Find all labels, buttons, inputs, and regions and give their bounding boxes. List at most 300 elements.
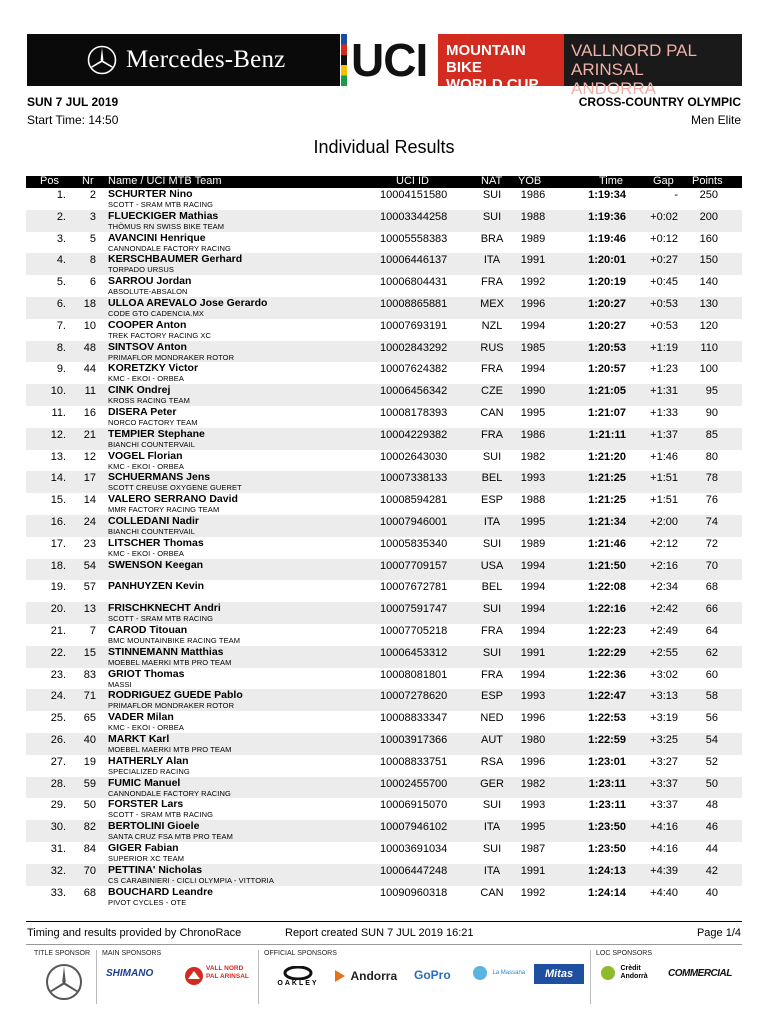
position-cell: 25. [50, 712, 66, 725]
results-table-body [26, 188, 742, 907]
result-row [26, 188, 742, 210]
position-cell: 10. [50, 385, 66, 398]
bib-number-cell: 83 [83, 668, 96, 681]
nationality-cell: GER [480, 777, 504, 790]
result-row [26, 711, 742, 733]
gap-cell: +1:23 [650, 363, 678, 376]
result-row [26, 624, 742, 646]
position-cell: 20. [50, 603, 66, 616]
rider-name-cell: BERTOLINI Gioele [108, 820, 200, 833]
col-header-name: Name / UCI MTB Team [108, 175, 222, 187]
year-of-birth-cell: 1992 [520, 886, 546, 899]
gap-cell: +2:42 [650, 603, 678, 616]
page-number: Page 1/4 [696, 927, 741, 939]
uci-id-cell: 10007278620 [380, 690, 448, 703]
points-cell: 40 [705, 886, 718, 899]
time-cell: 1:19:46 [588, 232, 626, 245]
gap-cell: +1:51 [650, 494, 678, 507]
official-sponsors-label: OFFICIAL SPONSORS [264, 950, 337, 957]
team-name-cell: THÖMUS RN SWISS BIKE TEAM [108, 221, 225, 231]
result-row [26, 842, 742, 864]
uci-id-cell: 10002455700 [380, 777, 448, 790]
position-cell: 12. [50, 428, 66, 441]
bib-number-cell: 15 [83, 646, 96, 659]
gap-cell: +2:55 [650, 646, 678, 659]
points-cell: 44 [705, 842, 718, 855]
uci-id-cell: 10006915070 [380, 799, 448, 812]
uci-id-cell: 10007705218 [380, 624, 448, 637]
col-header-points: Points [692, 175, 723, 187]
year-of-birth-cell: 1989 [520, 537, 546, 550]
team-name-cell: MOEBEL MAERKI MTB PRO TEAM [108, 744, 232, 754]
time-cell: 1:22:08 [588, 581, 626, 594]
position-cell: 31. [50, 842, 66, 855]
bib-number-cell: 5 [89, 232, 96, 245]
year-of-birth-cell: 1994 [520, 363, 546, 376]
rider-name-cell: SWENSON Keegan [108, 558, 204, 571]
uci-id-cell: 10007946001 [380, 515, 448, 528]
gap-cell: +1:33 [650, 406, 678, 419]
team-name-cell: NORCO FACTORY TEAM [108, 417, 198, 427]
position-cell: 15. [50, 494, 66, 507]
uci-id-cell: 10006447248 [380, 864, 448, 877]
andorra-logo [334, 967, 397, 985]
gap-cell: +2:12 [650, 537, 678, 550]
time-cell: 1:23:11 [588, 799, 626, 812]
position-cell: 29. [50, 799, 66, 812]
year-of-birth-cell: 1988 [520, 210, 546, 223]
rider-name-cell: MARKT Karl [108, 732, 170, 745]
time-cell: 1:21:34 [588, 515, 626, 528]
year-of-birth-cell: 1982 [520, 450, 546, 463]
position-cell: 28. [50, 777, 66, 790]
team-name-cell: TREK FACTORY RACING XC [108, 330, 212, 340]
position-cell: 7. [56, 319, 66, 332]
vallnord-pal-text: VALL NORD PAL ARINSAL [206, 965, 249, 980]
points-cell: 250 [699, 189, 718, 201]
position-cell: 23. [50, 668, 66, 681]
bib-number-cell: 70 [83, 864, 96, 877]
year-of-birth-cell: 1982 [520, 777, 546, 790]
bib-number-cell: 40 [83, 733, 96, 746]
bib-number-cell: 13 [83, 603, 96, 616]
result-row [26, 755, 742, 777]
uci-id-cell: 10003344258 [380, 210, 448, 223]
nationality-cell: SUI [482, 450, 502, 463]
bib-number-cell: 2 [89, 189, 96, 201]
bib-number-cell: 84 [83, 842, 96, 855]
uci-id-cell: 10008833751 [380, 755, 448, 768]
rider-name-cell: CINK Ondrej [108, 384, 171, 397]
nationality-cell: FRA [481, 276, 503, 289]
points-cell: 140 [699, 276, 718, 289]
venue-name [564, 34, 742, 98]
uci-id-cell: 10007338133 [380, 472, 448, 485]
year-of-birth-cell: 1996 [520, 297, 546, 310]
bib-number-cell: 21 [83, 428, 96, 441]
team-name-cell: SCOTT - SRAM MTB RACING [108, 614, 214, 624]
rider-name-cell: FRISCHKNECHT Andri [108, 602, 221, 615]
position-cell: 33. [50, 886, 66, 899]
la-massana-icon [472, 965, 488, 981]
result-row [26, 580, 742, 602]
gap-cell: +0:53 [650, 319, 678, 332]
points-cell: 64 [705, 624, 718, 637]
bib-number-cell: 8 [89, 254, 96, 267]
points-cell: 42 [705, 864, 718, 877]
result-row [26, 820, 742, 842]
nationality-cell: NED [480, 712, 504, 725]
points-cell: 90 [705, 406, 718, 419]
team-name-cell: SCOTT CREUSE OXYGENE GUERET [108, 483, 242, 493]
nationality-cell: BRA [480, 232, 504, 245]
rider-name-cell: FUMIC Manuel [108, 776, 181, 789]
team-name-cell: CANNONDALE FACTORY RACING [108, 788, 231, 798]
uci-id-cell: 10008865881 [380, 297, 448, 310]
year-of-birth-cell: 1992 [520, 276, 546, 289]
nationality-cell: ITA [483, 254, 501, 267]
rider-name-cell: FLUECKIGER Mathias [108, 209, 219, 222]
rider-name-cell: HATHERLY Alan [108, 754, 189, 767]
uci-logo [340, 34, 438, 86]
team-name-cell: KMC - EKOI - ORBEA [108, 461, 184, 471]
time-cell: 1:23:50 [588, 821, 626, 834]
time-cell: 1:21:07 [588, 406, 626, 419]
rider-name-cell: BOUCHARD Leandre [108, 885, 214, 898]
series-line-2: WORLD CUP [446, 76, 539, 93]
gopro-logo: GoPro [414, 968, 451, 982]
credit-andorra-text: Crèdit Andorrà [620, 964, 648, 980]
nationality-cell: FRA [481, 428, 503, 441]
result-row [26, 777, 742, 799]
result-row [26, 406, 742, 428]
col-header-nat: NAT [481, 175, 503, 187]
col-header-uci-id: UCI ID [396, 175, 429, 187]
result-row [26, 362, 742, 384]
position-cell: 19. [50, 581, 66, 594]
bib-number-cell: 54 [83, 559, 96, 572]
rider-name-cell: VALERO SERRANO David [108, 493, 238, 506]
points-cell: 100 [699, 363, 718, 376]
time-cell: 1:22:29 [588, 646, 626, 659]
bib-number-cell: 50 [83, 799, 96, 812]
uci-id-cell: 10090960318 [380, 886, 448, 899]
uci-id-cell: 10008594281 [380, 494, 448, 507]
andorra-text: Andorra [350, 968, 398, 983]
result-row [26, 341, 742, 363]
uci-id-cell: 10007693191 [380, 319, 448, 332]
uci-id-cell: 10007591747 [380, 603, 448, 616]
gap-cell: +2:49 [650, 624, 678, 637]
gap-cell: +1:19 [650, 341, 678, 354]
mercedes-star-icon [87, 45, 117, 75]
time-cell: 1:21:11 [588, 428, 626, 441]
result-row [26, 428, 742, 450]
result-row [26, 450, 742, 472]
position-cell: 22. [50, 646, 66, 659]
year-of-birth-cell: 1989 [520, 232, 546, 245]
title-sponsor-label: TITLE SPONSOR [34, 950, 91, 957]
bib-number-cell: 57 [83, 581, 96, 594]
year-of-birth-cell: 1994 [520, 603, 546, 616]
rider-name-cell: PANHUYZEN Kevin [108, 580, 205, 593]
nationality-cell: SUI [482, 646, 502, 659]
venue-line-2: ANDORRA [571, 79, 657, 98]
result-row [26, 886, 742, 908]
footer-rule [26, 921, 742, 922]
bib-number-cell: 3 [89, 210, 96, 223]
gap-cell: +3:02 [650, 668, 678, 681]
uci-id-cell: 10003691034 [380, 842, 448, 855]
position-cell: 6. [56, 297, 66, 310]
credit-andorra-icon [600, 965, 616, 981]
uci-id-cell: 10007946102 [380, 821, 448, 834]
result-row [26, 253, 742, 275]
col-header-gap: Gap [653, 175, 674, 187]
points-cell: 200 [699, 210, 718, 223]
time-cell: 1:20:19 [588, 276, 626, 289]
year-of-birth-cell: 1996 [520, 755, 546, 768]
mitas-logo: Mitas [534, 964, 584, 984]
year-of-birth-cell: 1991 [520, 864, 546, 877]
year-of-birth-cell: 1987 [520, 842, 546, 855]
nationality-cell: SUI [482, 603, 502, 616]
vallnord-icon [184, 966, 204, 986]
bib-number-cell: 59 [83, 777, 96, 790]
year-of-birth-cell: 1995 [520, 515, 546, 528]
gap-cell: +4:16 [650, 842, 678, 855]
nationality-cell: AUT [481, 733, 503, 746]
la-massana-text: La Massana [492, 969, 526, 976]
position-cell: 2. [56, 210, 66, 223]
points-cell: 58 [705, 690, 718, 703]
uci-id-cell: 10008178393 [380, 406, 448, 419]
uci-id-cell: 10004229382 [380, 428, 448, 441]
position-cell: 8. [56, 341, 66, 354]
team-name-cell: SCOTT - SRAM MTB RACING [108, 200, 214, 209]
gap-cell: +3:37 [650, 799, 678, 812]
result-row [26, 864, 742, 886]
time-cell: 1:22:47 [588, 690, 626, 703]
comercial-logo: COMMERCIAL [668, 968, 732, 979]
points-cell: 52 [705, 755, 718, 768]
points-cell: 62 [705, 646, 718, 659]
report-created: Report created SUN 7 JUL 2019 16:21 [285, 927, 474, 939]
year-of-birth-cell: 1980 [520, 733, 546, 746]
gap-cell: +1:37 [650, 428, 678, 441]
gap-cell: +1:51 [650, 472, 678, 485]
time-cell: 1:23:01 [588, 755, 626, 768]
sponsor-divider [590, 950, 591, 1004]
oakley-text: OAKLEY [277, 980, 319, 987]
gap-cell: +0:53 [650, 297, 678, 310]
gap-cell: +3:37 [650, 777, 678, 790]
rider-name-cell: SCHUERMANS Jens [108, 471, 211, 484]
position-cell: 32. [50, 864, 66, 877]
bib-number-cell: 14 [83, 494, 96, 507]
team-name-cell: MASSI [108, 679, 132, 689]
year-of-birth-cell: 1993 [520, 472, 546, 485]
gap-cell: +2:34 [650, 581, 678, 594]
points-cell: 150 [699, 254, 718, 267]
result-row [26, 602, 742, 624]
points-cell: 54 [705, 733, 718, 746]
result-row [26, 493, 742, 515]
uci-id-cell: 10006456342 [380, 385, 448, 398]
year-of-birth-cell: 1995 [520, 406, 546, 419]
year-of-birth-cell: 1994 [520, 581, 546, 594]
result-row [26, 733, 742, 755]
nationality-cell: FRA [481, 624, 503, 637]
time-cell: 1:20:27 [588, 297, 626, 310]
bib-number-cell: 17 [83, 472, 96, 485]
event-banner [27, 34, 742, 98]
result-row [26, 689, 742, 711]
year-of-birth-cell: 1994 [520, 559, 546, 572]
result-row [26, 297, 742, 319]
position-cell: 5. [56, 276, 66, 289]
time-cell: 1:20:57 [588, 363, 626, 376]
position-cell: 11. [51, 406, 66, 419]
uci-id-cell: 10007624382 [380, 363, 448, 376]
shimano-logo: SHIMANO [106, 968, 154, 979]
result-row [26, 537, 742, 559]
time-cell: 1:24:14 [588, 886, 626, 899]
position-cell: 3. [56, 232, 66, 245]
nationality-cell: CZE [481, 385, 503, 398]
year-of-birth-cell: 1993 [520, 799, 546, 812]
gap-cell: +3:25 [650, 733, 678, 746]
position-cell: 18. [50, 559, 66, 572]
mercedes-star-icon [44, 962, 84, 1002]
time-cell: 1:21:25 [588, 472, 626, 485]
points-cell: 160 [699, 232, 718, 245]
points-cell: 85 [705, 428, 718, 441]
gap-cell: +0:02 [650, 210, 678, 223]
col-header-nr: Nr [82, 175, 94, 187]
time-cell: 1:19:36 [588, 210, 626, 223]
team-name-cell: BIANCHI COUNTERVAIL [108, 439, 196, 449]
year-of-birth-cell: 1986 [520, 428, 546, 441]
uci-wordmark: UCI [351, 34, 428, 86]
time-cell: 1:20:27 [588, 319, 626, 332]
uci-id-cell: 10008081801 [380, 668, 448, 681]
oakley-ellipse-icon [283, 966, 313, 980]
bib-number-cell: 16 [83, 406, 96, 419]
start-time: Start Time: 14:50 [27, 113, 119, 127]
nationality-cell: SUI [482, 189, 502, 201]
rider-name-cell: ULLOA AREVALO Jose Gerardo [108, 296, 268, 309]
year-of-birth-cell: 1994 [520, 624, 546, 637]
gap-cell: +3:27 [650, 755, 678, 768]
results-table-header [26, 176, 742, 188]
time-cell: 1:22:23 [588, 624, 626, 637]
event-name: CROSS-COUNTRY OLYMPIC [578, 95, 741, 109]
bib-number-cell: 12 [83, 450, 96, 463]
rider-name-cell: PETTINA' Nicholas [108, 863, 203, 876]
gap-cell: +0:45 [650, 276, 678, 289]
nationality-cell: CAN [480, 886, 504, 899]
nationality-cell: RSA [480, 755, 504, 768]
gap-cell: +2:00 [650, 515, 678, 528]
gap-cell: +3:13 [650, 690, 678, 703]
time-cell: 1:19:34 [588, 189, 626, 201]
team-name-cell: KROSS RACING TEAM [108, 396, 190, 406]
nationality-cell: ITA [483, 515, 501, 528]
mercedes-benz-logo [27, 34, 340, 86]
nationality-cell: ESP [480, 690, 503, 703]
points-cell: 46 [705, 821, 718, 834]
time-cell: 1:23:11 [588, 777, 626, 790]
rider-name-cell: KERSCHBAUMER Gerhard [108, 253, 243, 266]
result-row [26, 275, 742, 297]
andorra-arrow-icon [334, 969, 346, 983]
result-row [26, 798, 742, 820]
gap-cell: - [674, 189, 678, 201]
bib-number-cell: 82 [83, 821, 96, 834]
loc-sponsors-label: LOC SPONSORS [596, 950, 653, 957]
points-cell: 60 [705, 668, 718, 681]
sponsor-divider [96, 950, 97, 1004]
team-name-cell: MMR FACTORY RACING TEAM [108, 505, 220, 515]
gap-cell: +4:39 [650, 864, 678, 877]
bib-number-cell: 65 [83, 712, 96, 725]
nationality-cell: BEL [481, 581, 503, 594]
points-cell: 72 [705, 537, 718, 550]
bib-number-cell: 18 [83, 297, 96, 310]
race-date: SUN 7 JUL 2019 [27, 95, 119, 109]
team-name-cell: PIVOT CYCLES - OTE [108, 897, 187, 907]
uci-id-cell: 10005835340 [380, 537, 448, 550]
nationality-cell: FRA [481, 363, 503, 376]
time-cell: 1:22:36 [588, 668, 626, 681]
points-cell: 130 [699, 297, 718, 310]
gap-cell: +3:19 [650, 712, 678, 725]
rider-name-cell: SARROU Jordan [108, 275, 192, 288]
points-cell: 48 [705, 799, 718, 812]
team-name-cell: CS CARABINIERI - CICLI OLYMPIA - VITTORIA [108, 875, 274, 885]
result-row [26, 515, 742, 537]
points-cell: 78 [705, 472, 718, 485]
rider-name-cell: KORETZKY Victor [108, 362, 199, 375]
time-cell: 1:20:53 [588, 341, 626, 354]
year-of-birth-cell: 1996 [520, 712, 546, 725]
team-name-cell: KMC - EKOI - ORBEA [108, 548, 184, 558]
team-name-cell: CANNONDALE FACTORY RACING [108, 243, 231, 253]
result-row [26, 559, 742, 581]
result-row [26, 646, 742, 668]
position-cell: 17. [50, 537, 66, 550]
result-row [26, 319, 742, 341]
vallnord-pal-logo [184, 962, 254, 988]
bib-number-cell: 11 [84, 385, 96, 398]
gap-cell: +1:31 [650, 385, 678, 398]
nationality-cell: NZL [481, 319, 503, 332]
points-cell: 68 [705, 581, 718, 594]
points-cell: 80 [705, 450, 718, 463]
gap-cell: +4:40 [650, 886, 678, 899]
sponsor-rule [26, 944, 742, 945]
team-name-cell: CODE GTO CADENCIA.MX [108, 308, 205, 318]
nationality-cell: ITA [483, 864, 501, 877]
team-name-cell: TORPADO URSUS [108, 265, 175, 275]
credit-andorra-logo [600, 964, 656, 982]
rider-name-cell: AVANCINI Henrique [108, 231, 206, 244]
oakley-logo [272, 966, 324, 987]
bib-number-cell: 71 [83, 690, 96, 703]
uci-id-cell: 10003917366 [380, 733, 448, 746]
uci-id-cell: 10007672781 [380, 581, 448, 594]
